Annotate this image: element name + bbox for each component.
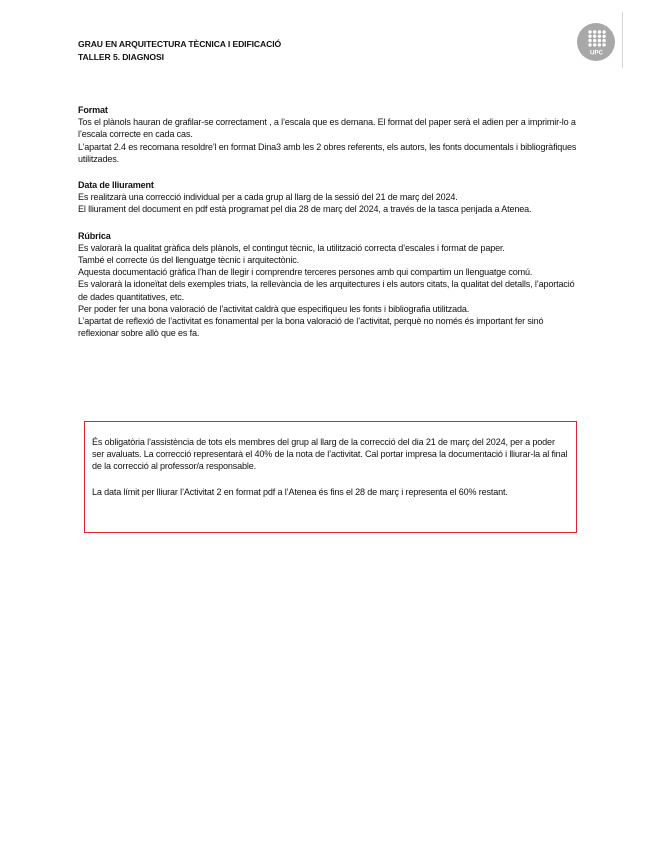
rubric-paragraph: Es valorarà la idoneïtat dels exemples triats, la rellevància de les arquitectures i els autors citats, la qualitat del detalls, l’aportació de dades quantitatives, etc.	[78, 279, 575, 302]
document-header	[78, 38, 281, 64]
deadline-notice: La data límit per lliurar l’Activitat 2 en format pdf a l’Atenea és fins el 28 de març i representa el 60% restant.	[92, 486, 508, 497]
attendance-notice-box	[84, 421, 577, 533]
rubric-paragraph: L’apartat de reflexió de l’activitat es fonamental per la bona valoració de l’activitat, perquè no només és important fer sinó reflexionar sobre allò que es fa.	[78, 316, 544, 339]
upc-logo-text: UPC	[589, 49, 604, 57]
rubric-paragraph: També el correcte ús del llenguatge tècnic i arquitectònic.	[78, 255, 299, 266]
upc-logo	[577, 23, 615, 61]
rubric-paragraph: Es valorarà la qualitat gràfica dels plànols, el contingut tècnic, la utilització correcta d’escales i format de paper.	[78, 242, 505, 253]
rubric-section	[78, 230, 578, 340]
rubric-paragraph: Aquesta documentació gràfica l’han de llegir i comprendre terceres persones amb qui compartim un llenguatge comú.	[78, 267, 533, 278]
delivery-paragraph: Es realitzarà una correcció individual per a cada grup al llarg de la sessió del 21 de març del 2024.	[78, 192, 458, 203]
format-paragraph: Tos el plànols hauran de grafilar-se correctament , a l’escala que es demana. El format del paper serà el adien per a imprimir-lo a l’escala correcte en cada cas.	[78, 117, 576, 140]
delivery-heading: Data de lliurament	[78, 180, 154, 191]
rubric-heading: Rúbrica	[78, 230, 111, 241]
rubric-paragraph: Per poder fer una bona valoració de l’activitat caldrà que especifiqueu les fonts i bibliografia utilitzada.	[78, 303, 470, 314]
attendance-notice: És obligatòria l’assistència de tots els membres del grup al llarg de la correcció del dia 21 de març del 2024, per a poder ser avaluats. La correcció representarà el 40% de la nota de l’activitat. Cal portar impresa la documentació i lliurar-la al final de la correcció al professor/a responsable.	[92, 437, 568, 472]
header-divider	[622, 12, 623, 68]
delivery-paragraph: El lliurament del document en pdf està programat pel dia 28 de març del 2024, a través de la tasca penjada a Atenea.	[78, 204, 532, 215]
upc-logo-icon	[577, 23, 615, 61]
format-heading: Format	[78, 105, 108, 115]
workshop-title: TALLER 5. DIAGNOSI	[78, 52, 164, 62]
degree-title: GRAU EN ARQUITECTURA TÈCNICA I EDIFICACIÓ	[78, 39, 282, 49]
format-paragraph: L’apartat 2.4 es recomana resoldre’l en format Dina3 amb les 2 obres referents, els autors, les fonts documentals i bibliogràfiques utilitzades.	[78, 141, 577, 164]
document-body	[78, 104, 578, 353]
format-section	[78, 104, 578, 165]
delivery-section	[78, 179, 578, 216]
